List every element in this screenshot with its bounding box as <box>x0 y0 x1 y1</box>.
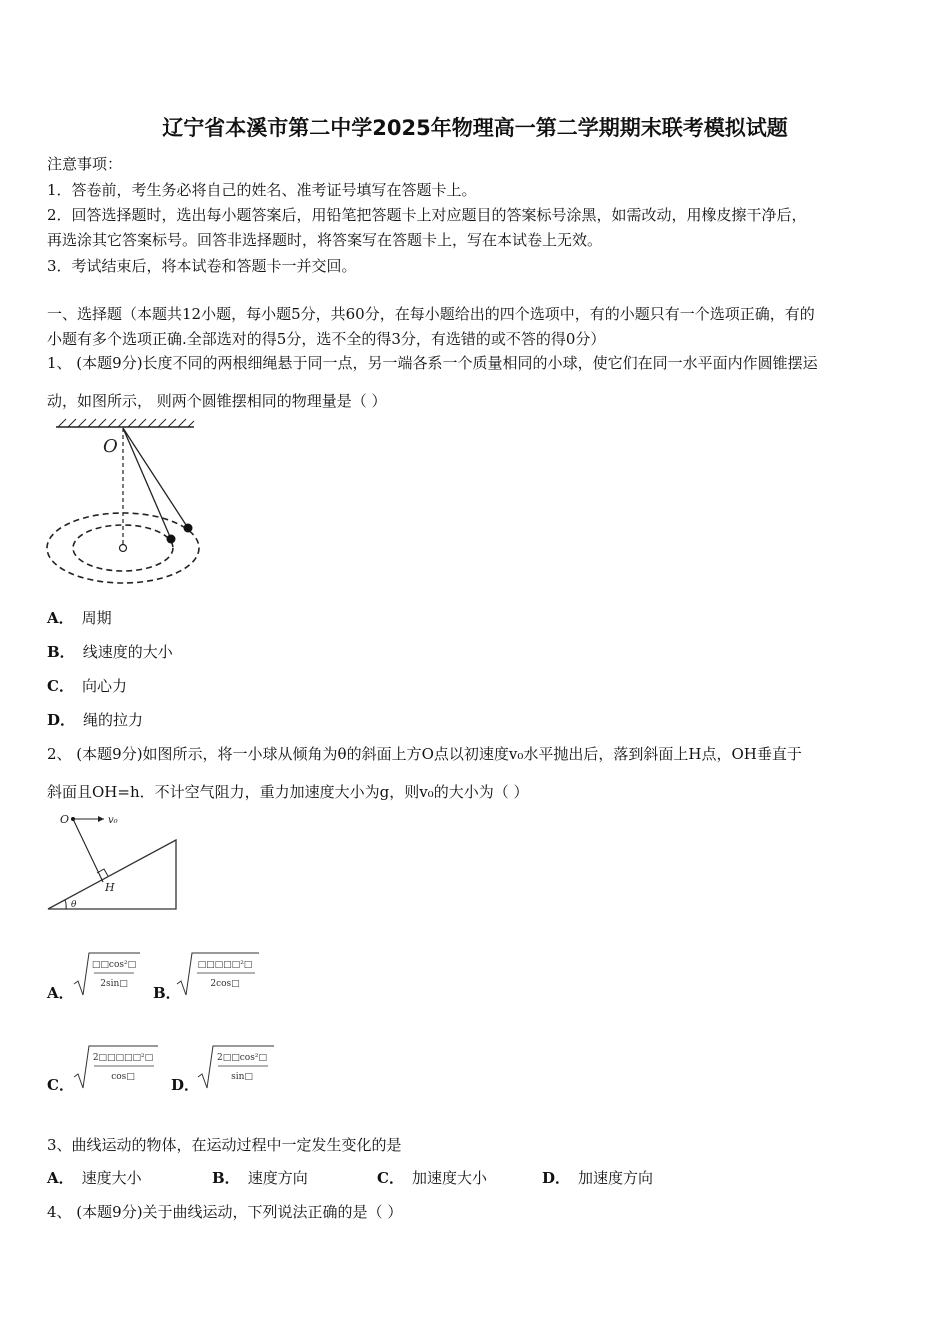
notice-item-2: 2．回答选择题时，选出每小题答案后，用铅笔把答题卡上对应题目的答案标号涂黑，如需改动，用橡皮擦干净后， <box>47 206 807 224</box>
angle-theta-label: θ <box>71 900 77 910</box>
option-text: 加速度方向 <box>578 1169 654 1187</box>
option-text: 速度大小 <box>81 1169 142 1187</box>
q1-option-d[interactable] <box>47 709 143 730</box>
option-text: 速度方向 <box>247 1169 308 1187</box>
option-label: D． <box>47 711 76 729</box>
q2-stem: 2、 (本题9分)如图所示，将一小球从倾角为θ的斜面上方O点以初速度v₀水平抛出后，落到斜面上H点，OH垂直于 <box>47 745 802 763</box>
numerator: □□cos²□ <box>91 960 137 970</box>
option-label: A． <box>47 609 74 627</box>
option-label: B． <box>212 1169 240 1187</box>
notice-item-3: 3．考试结束后，将本试卷和答题卡一并交回。 <box>47 257 357 275</box>
section-1-intro-cont: 小题有多个选项正确.全部选对的得5分，选不全的得3分，有选错的或不答的得0分） <box>47 330 606 348</box>
q1-option-b[interactable] <box>47 641 173 662</box>
notice-heading: 注意事项： <box>47 155 123 173</box>
denominator: sin□ <box>231 1072 253 1082</box>
section-1-intro: 一、选择题（本题共12小题，每小题5分，共60分，在每小题给出的四个选项中，有的小题只有一个选项正确，有的 <box>47 305 815 323</box>
option-label: C． <box>377 1169 404 1187</box>
notice-item-1: 1．答卷前，考生务必将自己的姓名、准考证号填写在答题卡上。 <box>47 181 477 199</box>
option-label: D． <box>542 1169 571 1187</box>
option-text: 向心力 <box>81 677 127 695</box>
option-label: A． <box>47 984 74 1002</box>
option-text: 绳的拉力 <box>83 711 144 729</box>
q1-option-c[interactable] <box>47 675 127 696</box>
point-h-label: H <box>105 881 115 894</box>
conical-pendulum-figure <box>44 418 209 596</box>
numerator: 2□□cos²□ <box>217 1053 267 1063</box>
denominator: 2cos□ <box>210 979 240 989</box>
option-label: D． <box>171 1076 200 1094</box>
numerator: 2□□□□□²□ <box>92 1053 154 1063</box>
option-label: A． <box>47 1169 74 1187</box>
q2-stem-cont: 斜面且OH=h．不计空气阻力，重力加速度大小为g，则v₀的大小为（ ） <box>47 783 529 801</box>
q1-option-a[interactable] <box>47 607 112 628</box>
q1-stem: 1、 (本题9分)长度不同的两根细绳悬于同一点，另一端各系一个质量相同的小球，使它们在同一水平面内作圆锥摆运 <box>47 354 818 372</box>
denominator: cos□ <box>111 1072 135 1082</box>
ball-outer <box>184 524 193 533</box>
notice-item-2-cont: 再选涂其它答案标号。回答非选择题时，将答案写在答题卡上，写在本试卷上无效。 <box>47 231 603 249</box>
option-label: B． <box>47 643 75 661</box>
q2-option-c-formula <box>72 1043 160 1093</box>
q2-option-a-formula <box>72 950 142 1000</box>
pivot-label: O <box>103 436 118 457</box>
q3-option-d[interactable] <box>542 1167 653 1188</box>
denominator: 2sin□ <box>100 979 128 989</box>
option-text: 加速度大小 <box>411 1169 487 1187</box>
q3-option-b[interactable] <box>212 1167 308 1188</box>
numerator: □□□□□²□ <box>197 960 253 970</box>
page-title: 辽宁省本溪市第二中学2025年物理高一第二学期期末联考模拟试题 <box>162 116 788 140</box>
q2-option-d-formula <box>196 1043 276 1093</box>
q3-option-a[interactable] <box>47 1167 142 1188</box>
option-text: 线速度的大小 <box>82 643 173 661</box>
q2-option-b-formula <box>175 950 261 1000</box>
option-label: C． <box>47 1076 74 1094</box>
velocity-label: v₀ <box>108 815 118 826</box>
incline-figure <box>44 808 184 914</box>
point-o-label: O <box>60 813 70 826</box>
option-text: 周期 <box>81 609 112 627</box>
q3-stem: 3、曲线运动的物体，在运动过程中一定发生变化的是 <box>47 1136 402 1154</box>
option-label: C． <box>47 677 74 695</box>
q4-stem: 4、 (本题9分)关于曲线运动，下列说法正确的是（ ） <box>47 1203 403 1221</box>
option-label: B． <box>153 984 181 1002</box>
q1-stem-cont: 动，如图所示， 则两个圆锥摆相同的物理量是（ ） <box>47 392 387 410</box>
q3-option-c[interactable] <box>377 1167 487 1188</box>
ball-inner <box>167 535 176 544</box>
